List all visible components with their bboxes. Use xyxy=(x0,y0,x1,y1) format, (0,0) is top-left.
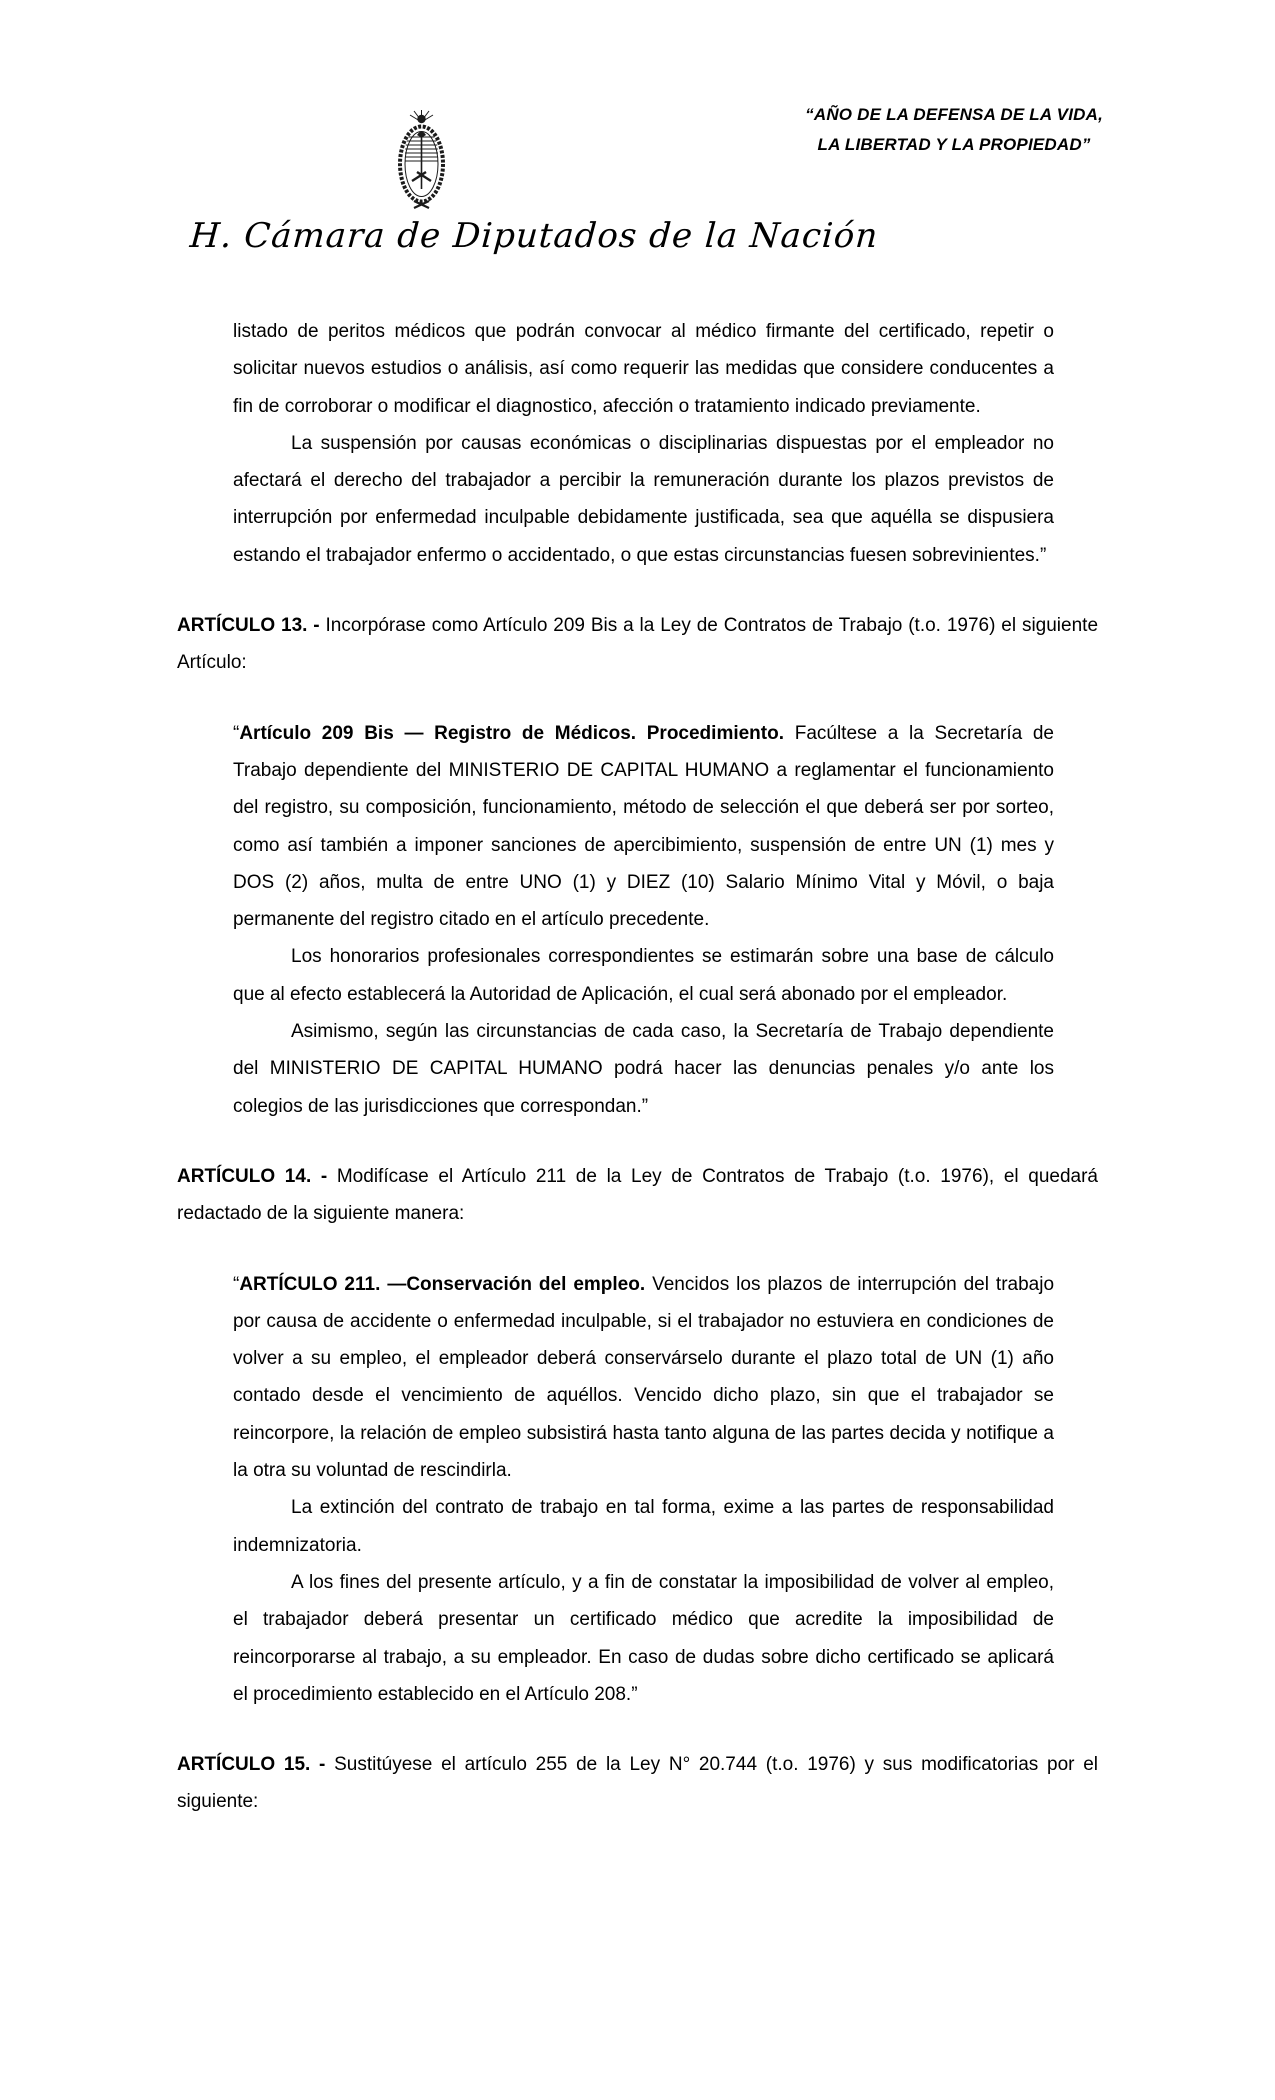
quote-text: Facúltese a la Secretaría de Trabajo dependiente del MINISTERIO DE CAPITAL HUMANO a reglamentar el funcionamiento del registro, su composición, funcionamiento, método de selección el que deberá ser por sorteo, como así también a imponer sanciones de apercibimiento, suspensión de entre UN (1) mes y DOS (2) años, multa de entre UNO (1) y DIEZ (10) Salario Mínimo Vital y Móvil, o baja permanente del registro citado en el artículo precedente. xyxy=(233,722,1054,931)
paragraph: La extinción del contrato de trabajo en tal forma, exime a las partes de responsabilidad indemnizatoria. xyxy=(233,1497,1054,1556)
quote-block-211 xyxy=(233,1266,1054,1714)
paragraph xyxy=(233,715,1054,939)
quote-block-209bis xyxy=(233,715,1054,1125)
paragraph: Asimismo, según las circunstancias de cada caso, la Secretaría de Trabajo dependiente del MINISTERIO DE CAPITAL HUMANO podrá hacer las denuncias penales y/o ante los colegios de las jurisdicciones que correspondan.” xyxy=(233,1021,1054,1117)
article-14-label: ARTÍCULO 14. - xyxy=(177,1165,328,1187)
institution-title: H. Cámara de Diputados de la Nación xyxy=(188,216,880,256)
quote-heading: ARTÍCULO 211. —Conservación del empleo. xyxy=(239,1273,646,1295)
quote-text: Vencidos los plazos de interrupción del trabajo por causa de accidente o enfermedad inculpable, si el trabajador no estuviera en condiciones de volver a su empleo, el empleador deberá conservárselo durante el plazo total de UN (1) año contado desde el vencimiento de aquéllos. Vencido dicho plazo, sin que el trabajador se reincorpore, la relación de empleo subsistirá hasta tanto alguna de las partes decida y notifique a la otra su voluntad de rescindirla. xyxy=(233,1273,1055,1482)
open-quote: “ xyxy=(233,1273,240,1295)
open-quote: “ xyxy=(233,722,240,744)
article-13-paragraph xyxy=(177,607,1098,682)
document-body xyxy=(177,313,1098,1821)
motto-line-2: LA LIBERTAD Y LA PROPIEDAD” xyxy=(817,135,1091,154)
article-13-label: ARTÍCULO 13. - xyxy=(177,615,320,637)
article-14-text: Modifícase el Artículo 211 de la Ley de Contratos de Trabajo (t.o. 1976), el quedará redactado de la siguiente manera: xyxy=(177,1165,1098,1225)
article-15-text: Sustitúyese el artículo 255 de la Ley N° 20.744 (t.o. 1976) y sus modificatorias por el siguiente: xyxy=(177,1754,1099,1813)
motto-line-1: “AÑO DE LA DEFENSA DE LA VIDA, xyxy=(805,105,1103,124)
quote-heading: Artículo 209 Bis — Registro de Médicos. Procedimiento. xyxy=(239,722,785,744)
article-14-paragraph xyxy=(177,1158,1098,1233)
article-15-label: ARTÍCULO 15. - xyxy=(177,1754,326,1776)
paragraph: Los honorarios profesionales correspondientes se estimarán sobre una base de cálculo que al efecto establecerá la Autoridad de Aplicación, el cual será abonado por el empleador. xyxy=(233,946,1054,1005)
paragraph xyxy=(233,1266,1054,1490)
coat-of-arms-icon xyxy=(393,110,450,210)
article-13-text: Incorpórase como Artículo 209 Bis a la Ley de Contratos de Trabajo (t.o. 1976) el siguiente Artículo: xyxy=(177,615,1099,674)
paragraph: A los fines del presente artículo, y a fin de constatar la imposibilidad de volver al empleo, el trabajador deberá presentar un certificado médico que acredite la imposibilidad de reincorporarse al trabajo, a su empleador. En caso de dudas sobre dicho certificado se aplicará el procedimiento establecido en el Artículo 208.” xyxy=(233,1571,1054,1705)
quote-block-continuation xyxy=(233,313,1054,574)
year-motto xyxy=(805,100,1103,160)
article-15-paragraph xyxy=(177,1746,1098,1821)
paragraph: listado de peritos médicos que podrán convocar al médico firmante del certificado, repetir o solicitar nuevos estudios o análisis, así como requerir las medidas que considere conducentes a fin de corroborar o modificar el diagnostico, afección o tratamiento indicado previamente. xyxy=(233,321,1054,417)
paragraph: La suspensión por causas económicas o disciplinarias dispuestas por el empleador no afectará el derecho del trabajador a percibir la remuneración durante los plazos previstos de interrupción por enfermedad inculpable debidamente justificada, sea que aquélla se dispusiera estando el trabajador enfermo o accidentado, o que estas circunstancias fuesen sobrevinientes.” xyxy=(233,432,1054,566)
